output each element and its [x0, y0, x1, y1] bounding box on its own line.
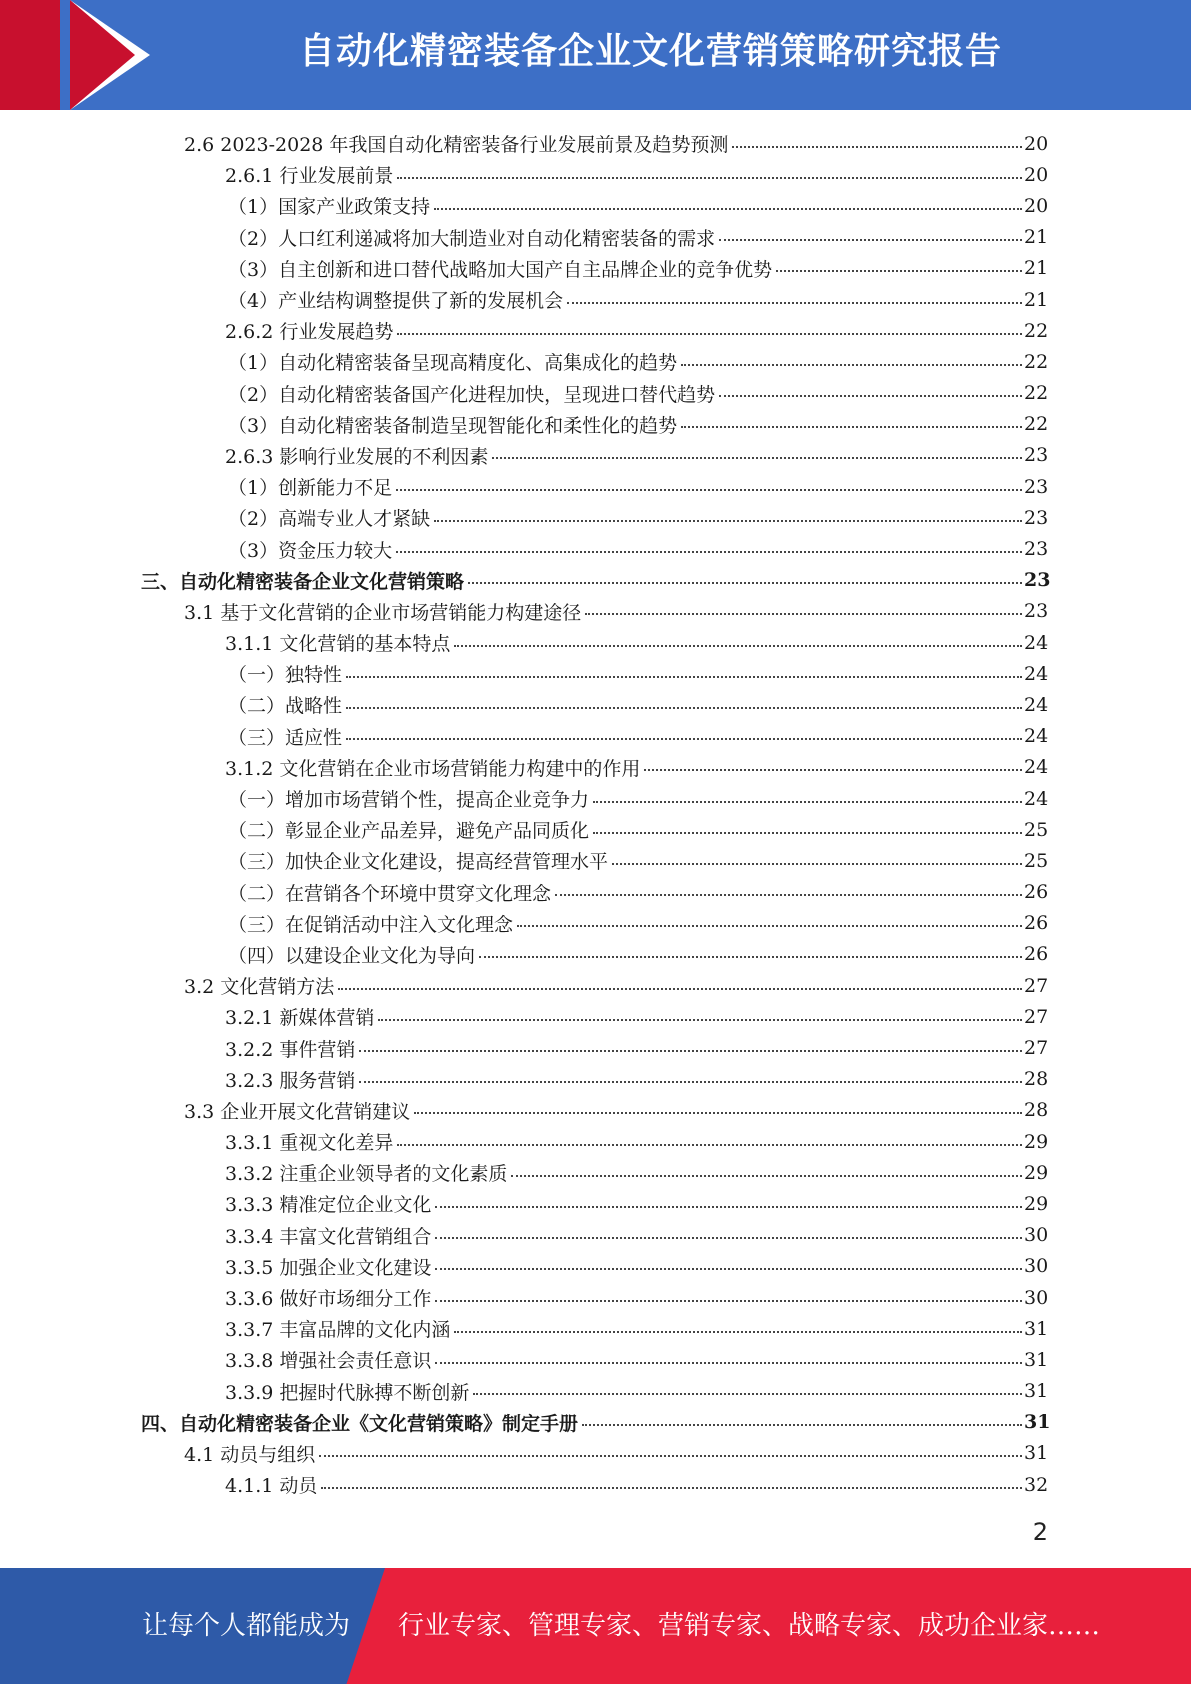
toc-entry-page: 22	[1024, 382, 1049, 405]
toc-entry[interactable]	[0, 502, 1191, 533]
toc-entry-page: 31	[1024, 1317, 1049, 1340]
toc-entry-title: （二）彰显企业产品差异，避免产品同质化	[228, 816, 591, 843]
toc-dot-leader	[359, 1081, 1022, 1083]
toc-entry-title: 三、自动化精密装备企业文化营销策略	[141, 567, 466, 594]
toc-entry-page: 22	[1024, 350, 1049, 373]
toc-dot-leader	[479, 956, 1022, 958]
toc-entry[interactable]	[0, 1126, 1191, 1157]
toc-dot-leader	[346, 707, 1022, 709]
toc-entry[interactable]	[0, 471, 1191, 502]
toc-entry[interactable]	[0, 845, 1191, 876]
toc-entry-page: 20	[1024, 194, 1049, 217]
toc-dot-leader	[378, 1019, 1022, 1021]
toc-entry-page: 21	[1024, 288, 1049, 311]
toc-dot-leader	[435, 1237, 1022, 1239]
toc-entry-page: 23	[1024, 569, 1051, 592]
toc-entry[interactable]	[0, 1376, 1191, 1407]
toc-entry[interactable]	[0, 1220, 1191, 1251]
toc-entry[interactable]	[0, 159, 1191, 190]
toc-dot-leader	[397, 177, 1022, 179]
toc-dot-leader	[732, 146, 1022, 148]
toc-entry-title: （1）国家产业政策支持	[228, 192, 432, 219]
toc-entry[interactable]	[0, 814, 1191, 845]
toc-entry-title: 2.6.1 行业发展前景	[225, 161, 395, 188]
toc-dot-leader	[396, 551, 1022, 553]
toc-entry-title: （1）自动化精密装备呈现高精度化、高集成化的趋势	[228, 348, 679, 375]
toc-entry-title: （四）以建设企业文化为导向	[228, 941, 477, 968]
toc-entry-title: 3.1 基于文化营销的企业市场营销能力构建途径	[184, 598, 583, 625]
toc-entry[interactable]	[0, 533, 1191, 564]
page-number: 2	[1032, 1518, 1048, 1546]
toc-entry-page: 29	[1024, 1192, 1049, 1215]
toc-entry[interactable]	[0, 752, 1191, 783]
toc-entry[interactable]	[0, 596, 1191, 627]
toc-entry[interactable]	[0, 346, 1191, 377]
toc-entry[interactable]	[0, 627, 1191, 658]
toc-dot-leader	[338, 988, 1022, 990]
toc-entry-title: 4.1.1 动员	[225, 1471, 319, 1498]
toc-dot-leader	[492, 457, 1022, 459]
toc-dot-leader	[776, 270, 1022, 272]
toc-entry-page: 30	[1024, 1255, 1049, 1278]
toc-dot-leader	[435, 1206, 1022, 1208]
toc-entry-page: 32	[1024, 1473, 1049, 1496]
toc-dot-leader	[346, 738, 1022, 740]
toc-entry-page: 31	[1024, 1442, 1049, 1465]
toc-entry-title: 2.6.2 行业发展趋势	[225, 317, 395, 344]
toc-entry[interactable]	[0, 1407, 1191, 1438]
toc-entry-title: 3.1.1 文化营销的基本特点	[225, 629, 452, 656]
toc-entry[interactable]	[0, 190, 1191, 221]
toc-entry[interactable]	[0, 284, 1191, 315]
toc-entry-page: 23	[1024, 538, 1049, 561]
toc-dot-leader	[359, 1050, 1022, 1052]
toc-entry[interactable]	[0, 1469, 1191, 1500]
toc-dot-leader	[517, 925, 1022, 927]
toc-entry-title: （2）人口红利递减将加大制造业对自动化精密装备的需求	[228, 224, 717, 251]
toc-entry-title: 3.3.9 把握时代脉搏不断创新	[225, 1378, 471, 1405]
toc-dot-leader	[454, 645, 1022, 647]
toc-entry-page: 21	[1024, 226, 1049, 249]
toc-entry-title: 3.3.8 增强社会责任意识	[225, 1346, 433, 1373]
toc-entry[interactable]	[0, 565, 1191, 596]
toc-dot-leader	[468, 582, 1022, 584]
toc-entry[interactable]	[0, 1251, 1191, 1282]
toc-entry[interactable]	[0, 1064, 1191, 1095]
toc-entry-title: 4.1 动员与组织	[184, 1440, 317, 1467]
toc-entry[interactable]	[0, 939, 1191, 970]
toc-dot-leader	[555, 894, 1022, 896]
toc-entry-title: 3.3.6 做好市场细分工作	[225, 1284, 433, 1311]
toc-dot-leader	[435, 1362, 1022, 1364]
toc-dot-leader	[397, 333, 1022, 335]
toc-entry[interactable]	[0, 877, 1191, 908]
toc-dot-leader	[346, 676, 1022, 678]
toc-dot-leader	[321, 1487, 1022, 1489]
toc-entry-page: 26	[1024, 912, 1049, 935]
toc-entry-title: 四、自动化精密装备企业《文化营销策略》制定手册	[141, 1409, 580, 1436]
toc-entry[interactable]	[0, 440, 1191, 471]
toc-entry-title: 3.2 文化营销方法	[184, 972, 336, 999]
toc-entry[interactable]	[0, 1344, 1191, 1375]
toc-entry-page: 20	[1024, 132, 1049, 155]
toc-entry-title: 3.3 企业开展文化营销建议	[184, 1097, 412, 1124]
toc-entry[interactable]	[0, 1188, 1191, 1219]
toc-entry-title: 3.2.2 事件营销	[225, 1035, 357, 1062]
toc-dot-leader	[435, 1268, 1022, 1270]
toc-entry[interactable]	[0, 658, 1191, 689]
toc-entry-page: 31	[1024, 1348, 1049, 1371]
toc-entry[interactable]	[0, 253, 1191, 284]
toc-dot-leader	[719, 239, 1022, 241]
toc-entry-title: （一）增加市场营销个性，提高企业竞争力	[228, 785, 591, 812]
toc-entry-title: 3.2.1 新媒体营销	[225, 1003, 376, 1030]
footer-slogan-left: 让每个人都能成为	[142, 1611, 351, 1641]
toc-entry-page: 23	[1024, 506, 1049, 529]
toc-entry-title: （3）自动化精密装备制造呈现智能化和柔性化的趋势	[228, 411, 679, 438]
toc-dot-leader	[612, 863, 1022, 865]
toc-entry-page: 27	[1024, 1005, 1049, 1028]
document-title: 自动化精密装备企业文化营销策略研究报告	[298, 31, 1002, 72]
toc-entry-title: （二）在营销各个环境中贯穿文化理念	[228, 879, 553, 906]
toc-entry-page: 25	[1024, 818, 1049, 841]
toc-dot-leader	[414, 1112, 1022, 1114]
toc-entry[interactable]	[0, 409, 1191, 440]
toc-entry-page: 20	[1024, 163, 1049, 186]
toc-dot-leader	[434, 520, 1022, 522]
toc-entry-page: 31	[1024, 1411, 1051, 1434]
toc-entry[interactable]	[0, 1032, 1191, 1063]
toc-entry-title: （三）适应性	[228, 723, 344, 750]
toc-entry[interactable]	[0, 908, 1191, 939]
toc-entry-title: 3.3.3 精准定位企业文化	[225, 1190, 433, 1217]
toc-dot-leader	[719, 395, 1022, 397]
toc-entry[interactable]	[0, 222, 1191, 253]
header-red-chevron	[70, 0, 135, 110]
toc-entry-page: 24	[1024, 631, 1049, 654]
toc-entry[interactable]	[0, 378, 1191, 409]
toc-entry[interactable]	[0, 970, 1191, 1001]
toc-entry-title: （2）高端专业人才紧缺	[228, 504, 432, 531]
toc-dot-leader	[593, 832, 1022, 834]
toc-entry-page: 26	[1024, 881, 1049, 904]
toc-dot-leader	[396, 489, 1022, 491]
toc-entry-title: （3）资金压力较大	[228, 536, 394, 563]
toc-entry-title: 3.1.2 文化营销在企业市场营销能力构建中的作用	[225, 754, 642, 781]
toc-entry[interactable]	[0, 1313, 1191, 1344]
toc-entry-page: 24	[1024, 662, 1049, 685]
toc-entry-page: 22	[1024, 413, 1049, 436]
toc-entry[interactable]	[0, 315, 1191, 346]
toc-entry-page: 24	[1024, 756, 1049, 779]
toc-dot-leader	[681, 364, 1022, 366]
toc-entry-title: （1）创新能力不足	[228, 473, 394, 500]
toc-entry-page: 24	[1024, 693, 1049, 716]
toc-entry[interactable]	[0, 1001, 1191, 1032]
toc-entry-page: 29	[1024, 1130, 1049, 1153]
toc-entry-title: 3.3.2 注重企业领导者的文化素质	[225, 1159, 509, 1186]
page-header	[0, 0, 1191, 110]
page-footer	[0, 1568, 1191, 1684]
toc-entry-page: 27	[1024, 1037, 1049, 1060]
toc-dot-leader	[593, 801, 1022, 803]
toc-entry-title: 3.3.7 丰富品牌的文化内涵	[225, 1315, 452, 1342]
toc-dot-leader	[582, 1424, 1022, 1426]
toc-entry-page: 30	[1024, 1286, 1049, 1309]
toc-entry-title: 2.6.3 影响行业发展的不利因素	[225, 442, 490, 469]
toc-dot-leader	[434, 208, 1022, 210]
toc-entry-title: （4）产业结构调整提供了新的发展机会	[228, 286, 565, 313]
toc-entry-page: 26	[1024, 943, 1049, 966]
toc-entry-page: 25	[1024, 849, 1049, 872]
toc-dot-leader	[644, 769, 1022, 771]
toc-dot-leader	[585, 613, 1022, 615]
toc-entry-page: 28	[1024, 1099, 1049, 1122]
toc-entry[interactable]	[0, 689, 1191, 720]
toc-entry[interactable]	[0, 783, 1191, 814]
toc-entry-title: 3.3.4 丰富文化营销组合	[225, 1222, 433, 1249]
toc-entry[interactable]	[0, 1095, 1191, 1126]
toc-entry-page: 23	[1024, 444, 1049, 467]
toc-entry-title: （二）战略性	[228, 691, 344, 718]
toc-entry[interactable]	[0, 721, 1191, 752]
toc-entry-page: 23	[1024, 600, 1049, 623]
toc-entry-page: 24	[1024, 787, 1049, 810]
toc-entry-title: 3.2.3 服务营销	[225, 1066, 357, 1093]
toc-entry-title: （2）自动化精密装备国产化进程加快，呈现进口替代趋势	[228, 380, 717, 407]
toc-dot-leader	[454, 1331, 1022, 1333]
toc-entry-page: 28	[1024, 1068, 1049, 1091]
toc-dot-leader	[681, 426, 1022, 428]
toc-entry-page: 23	[1024, 475, 1049, 498]
toc-dot-leader	[511, 1175, 1022, 1177]
toc-entry-title: （三）加快企业文化建设，提高经营管理水平	[228, 847, 610, 874]
footer-slogan-right: 行业专家、管理专家、营销专家、战略专家、成功企业家……	[398, 1611, 1101, 1641]
toc-dot-leader	[567, 302, 1022, 304]
toc-dot-leader	[473, 1393, 1022, 1395]
toc-entry[interactable]	[0, 128, 1191, 159]
toc-entry-title: （3）自主创新和进口替代战略加大国产自主品牌企业的竞争优势	[228, 255, 774, 282]
toc-entry-page: 30	[1024, 1224, 1049, 1247]
table-of-contents	[0, 128, 1191, 1500]
toc-entry-title: （三）在促销活动中注入文化理念	[228, 910, 515, 937]
header-red-block	[0, 0, 60, 110]
toc-entry-page: 21	[1024, 257, 1049, 280]
toc-entry-title: （一）独特性	[228, 660, 344, 687]
toc-dot-leader	[435, 1300, 1022, 1302]
toc-entry-page: 24	[1024, 725, 1049, 748]
toc-entry[interactable]	[0, 1282, 1191, 1313]
toc-entry-page: 29	[1024, 1161, 1049, 1184]
toc-entry-page: 31	[1024, 1380, 1049, 1403]
toc-entry-title: 3.3.1 重视文化差异	[225, 1128, 395, 1155]
toc-entry-title: 2.6 2023-2028 年我国自动化精密装备行业发展前景及趋势预测	[184, 130, 730, 157]
toc-entry[interactable]	[0, 1157, 1191, 1188]
toc-dot-leader	[397, 1144, 1022, 1146]
toc-entry-title: 3.3.5 加强企业文化建设	[225, 1253, 433, 1280]
toc-entry-page: 27	[1024, 974, 1049, 997]
toc-entry-page: 22	[1024, 319, 1049, 342]
toc-entry[interactable]	[0, 1438, 1191, 1469]
toc-dot-leader	[319, 1455, 1022, 1457]
